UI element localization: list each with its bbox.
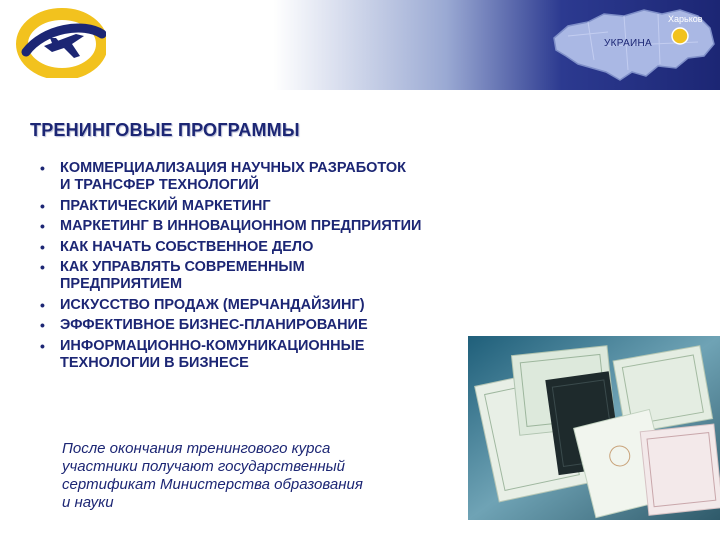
note-line: и науки <box>62 494 114 511</box>
list-item-line: МАРКЕТИНГ В ИННОВАЦИОННОМ ПРЕДПРИЯТИИ <box>60 218 422 234</box>
map-country-label: УКРАИНА <box>604 38 653 49</box>
list-item <box>40 338 540 372</box>
note-line: участники получают государственный <box>62 458 346 475</box>
bullet-icon: • <box>40 197 45 214</box>
bullet-icon: • <box>40 337 45 354</box>
page-title: ТРЕНИНГОВЫЕ ПРОГРАММЫ <box>30 120 300 140</box>
list-item-line: ЭФФЕКТИВНОЕ БИЗНЕС-ПЛАНИРОВАНИЕ <box>60 317 368 333</box>
bullet-icon: • <box>40 296 45 313</box>
list-item <box>40 160 540 194</box>
list-item-line: КАК УПРАВЛЯТЬ СОВРЕМЕННЫМ <box>60 259 305 275</box>
certificate-doc <box>640 424 720 515</box>
list-item-line: ТЕХНОЛОГИИ В БИЗНЕСЕ <box>60 354 249 371</box>
note-line: сертификат Министерства образования <box>62 476 363 493</box>
list-item-line: ИСКУССТВО ПРОДАЖ (МЕРЧАНДАЙЗИНГ) <box>60 296 365 313</box>
list-item <box>40 218 540 235</box>
note-line: После окончания тренингового курса <box>62 440 331 457</box>
list-item-line: КОММЕРЦИАЛИЗАЦИЯ НАУЧНЫХ РАЗРАБОТОК <box>60 160 407 176</box>
list-item-line: ПРЕДПРИЯТИЕМ <box>60 276 183 292</box>
list-item <box>40 198 540 215</box>
bullet-icon: • <box>40 160 45 176</box>
program-list <box>40 160 540 375</box>
list-item <box>40 317 540 334</box>
list-item <box>40 259 540 293</box>
list-item <box>40 239 540 256</box>
airplane-logo-icon <box>14 8 106 78</box>
list-item-line: ИНФОРМАЦИОННО-КОМУНИКАЦИОННЫЕ <box>60 337 365 354</box>
list-item-line: ПРАКТИЧЕСКИЙ МАРКЕТИНГ <box>60 197 271 214</box>
bullet-icon: • <box>40 238 45 255</box>
certificate-note <box>62 440 452 512</box>
list-item <box>40 297 540 314</box>
bullet-icon: • <box>40 259 45 275</box>
map-city-label: Харьков <box>668 14 703 24</box>
bullet-icon: • <box>40 317 45 333</box>
list-item-line: КАК НАЧАТЬ СОБСТВЕННОЕ ДЕЛО <box>60 238 314 255</box>
bullet-icon: • <box>40 218 45 234</box>
list-item-line: И ТРАНСФЕР ТЕХНОЛОГИЙ <box>60 177 259 193</box>
certificates-photo <box>468 336 720 520</box>
